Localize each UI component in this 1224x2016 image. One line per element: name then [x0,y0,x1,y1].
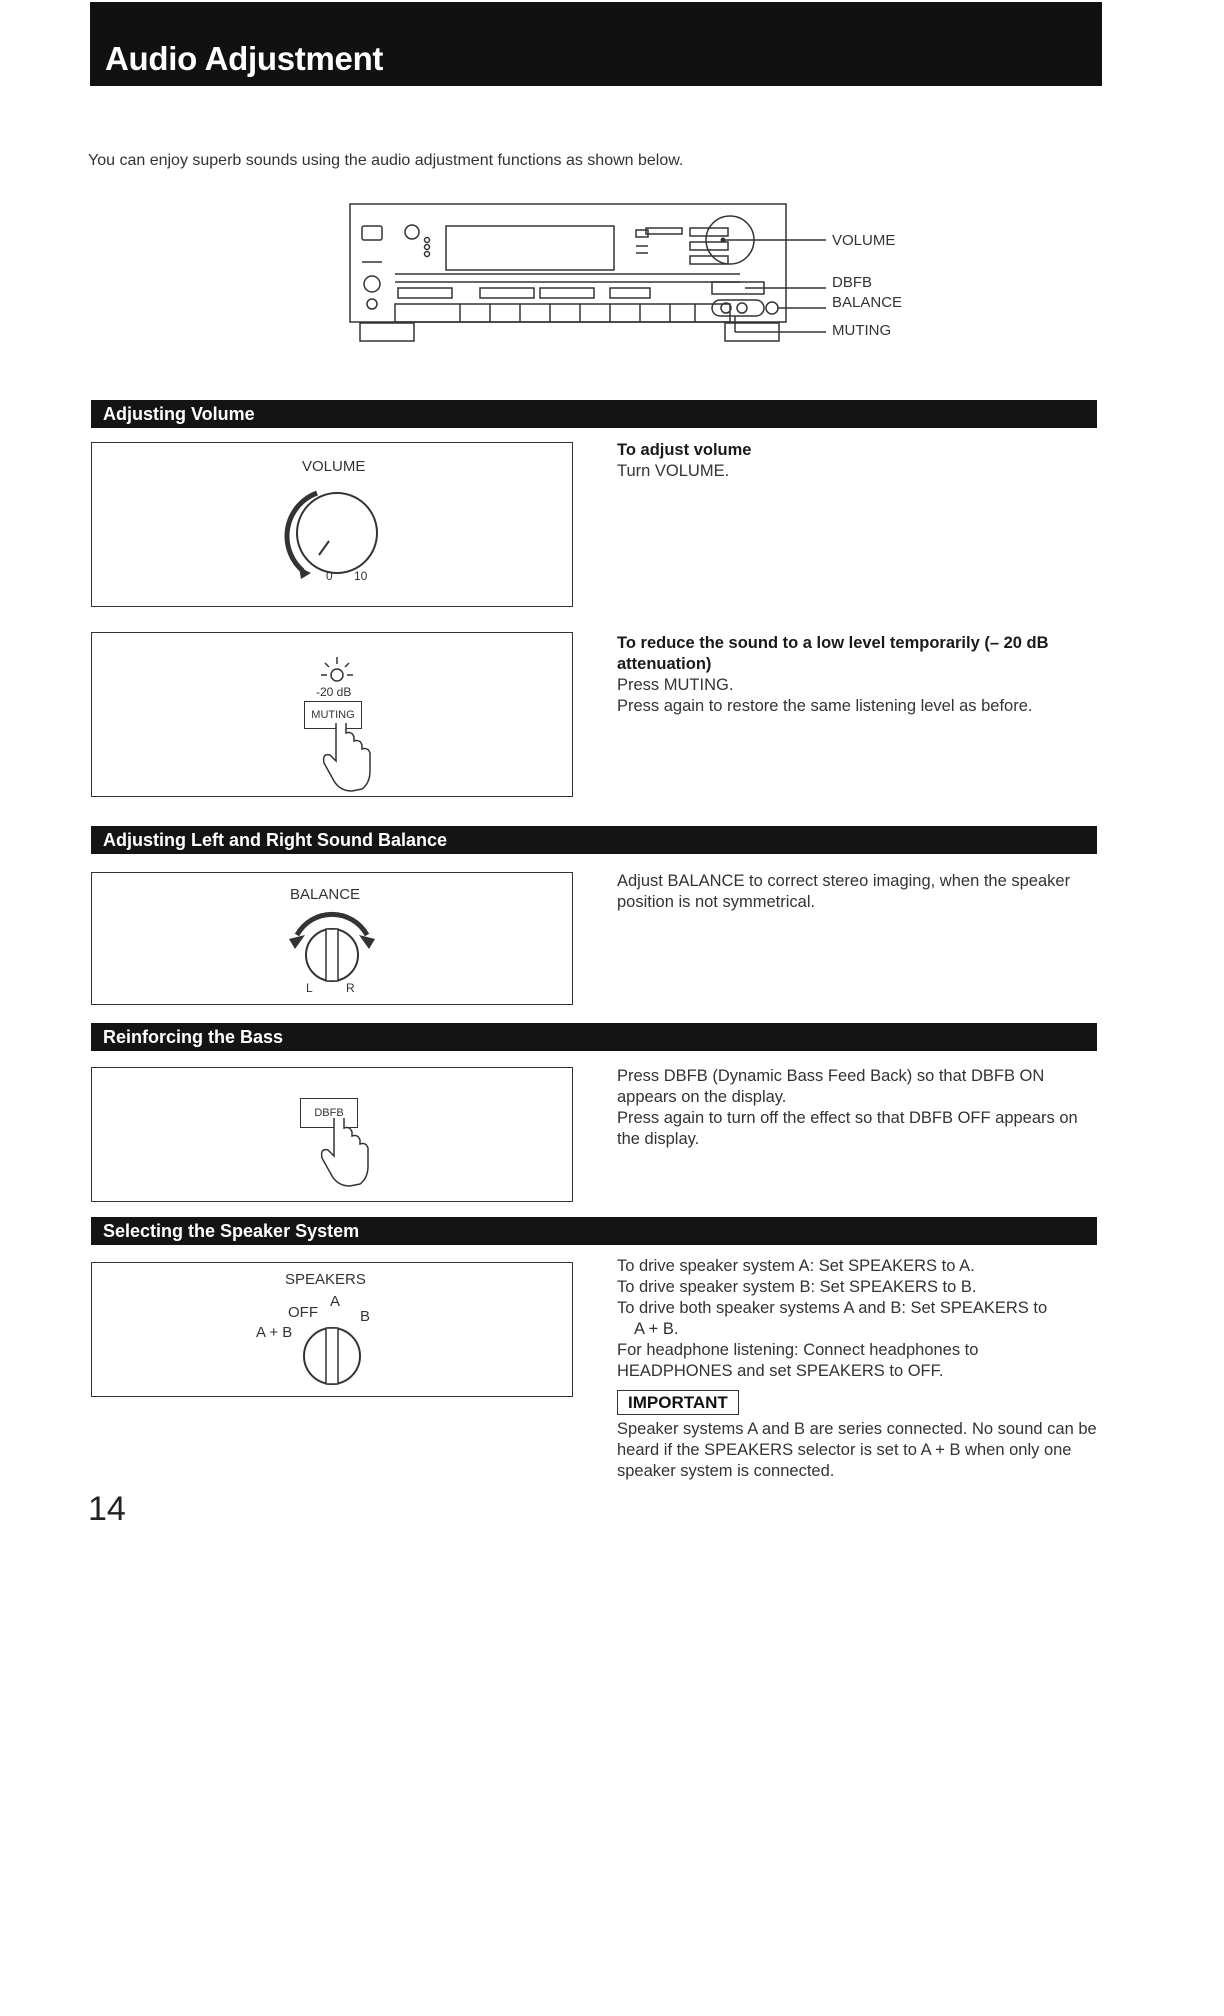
section-header-bass: Reinforcing the Bass [91,1023,1097,1051]
bass-figure [91,1067,573,1202]
section-header-speakers: Selecting the Speaker System [91,1217,1097,1245]
muting-button: MUTING [304,701,362,729]
muting-indicator-text: -20 dB [316,685,352,699]
speakers-knob-label: SPEAKERS [285,1271,366,1288]
balance-figure [91,872,573,1005]
speakers-figure [91,1262,573,1397]
callout-dbfb: DBFB [832,274,873,291]
volume-instructions [617,440,1097,482]
volume-body: Turn VOLUME. [617,462,730,480]
important-label: IMPORTANT [617,1390,739,1415]
speakers-line3b: A + B. [634,1320,679,1338]
volume-knob-icon [277,483,397,593]
volume-scale-min: 0 [326,569,333,583]
callout-muting: MUTING [832,322,892,339]
muting-instructions [617,633,1097,717]
volume-scale-max: 10 [354,569,368,583]
page-title: Audio Adjustment [90,2,1102,86]
important-row [617,1390,1097,1415]
volume-figure [91,442,573,607]
speakers-pos-ab: A + B [256,1324,293,1341]
balance-left-label: L [306,981,313,995]
bass-instructions [617,1066,1087,1150]
speakers-line1: To drive speaker system A: Set SPEAKERS to A. [617,1257,975,1275]
front-panel-diagram [340,200,920,350]
muting-heading: To reduce the sound to a low level temporarily (– 20 dB attenuation) [617,634,1049,673]
speakers-pos-a: A [330,1293,341,1310]
section-header-balance: Adjusting Left and Right Sound Balance [91,826,1097,854]
callout-volume: VOLUME [832,232,896,249]
muting-line1: Press MUTING. [617,676,734,694]
bass-line1: Press DBFB (Dynamic Bass Feed Back) so that DBFB ON appears on the display. [617,1067,1045,1106]
pressing-finger-icon [314,721,374,801]
speakers-knob-icon [297,1321,367,1391]
dbfb-button: DBFB [300,1098,358,1128]
balance-instructions: Adjust BALANCE to correct stereo imaging, when the speaker position is not symmetrical. [617,872,1071,911]
speakers-pos-off: OFF [288,1304,318,1321]
intro-text: You can enjoy superb sounds using the audio adjustment functions as shown below. [88,152,684,169]
callout-balance: BALANCE [832,294,903,311]
page-number: 14 [88,1490,126,1528]
speakers-instructions [617,1256,1097,1482]
speakers-line4: For headphone listening: Connect headphones to HEADPHONES and set SPEAKERS to OFF. [617,1341,979,1380]
balance-knob-icon [277,905,387,985]
bass-line2: Press again to turn off the effect so that DBFB OFF appears on the display. [617,1109,1078,1148]
volume-knob-label: VOLUME [302,458,366,475]
balance-right-label: R [346,981,355,995]
volume-heading: To adjust volume [617,441,752,459]
balance-knob-label: BALANCE [290,886,361,903]
speakers-line3: To drive both speaker systems A and B: Set SPEAKERS to [617,1299,1048,1317]
speakers-pos-b: B [360,1308,371,1325]
important-body: Speaker systems A and B are series connected. No sound can be heard if the SPEAKERS selector is set to A + B when only one speaker system is connected. [617,1420,1097,1480]
muting-figure [91,632,573,797]
muting-line2: Press again to restore the same listening level as before. [617,697,1033,715]
speakers-line2: To drive speaker system B: Set SPEAKERS to B. [617,1278,977,1296]
section-header-volume: Adjusting Volume [91,400,1097,428]
pressing-finger-icon [312,1116,372,1196]
